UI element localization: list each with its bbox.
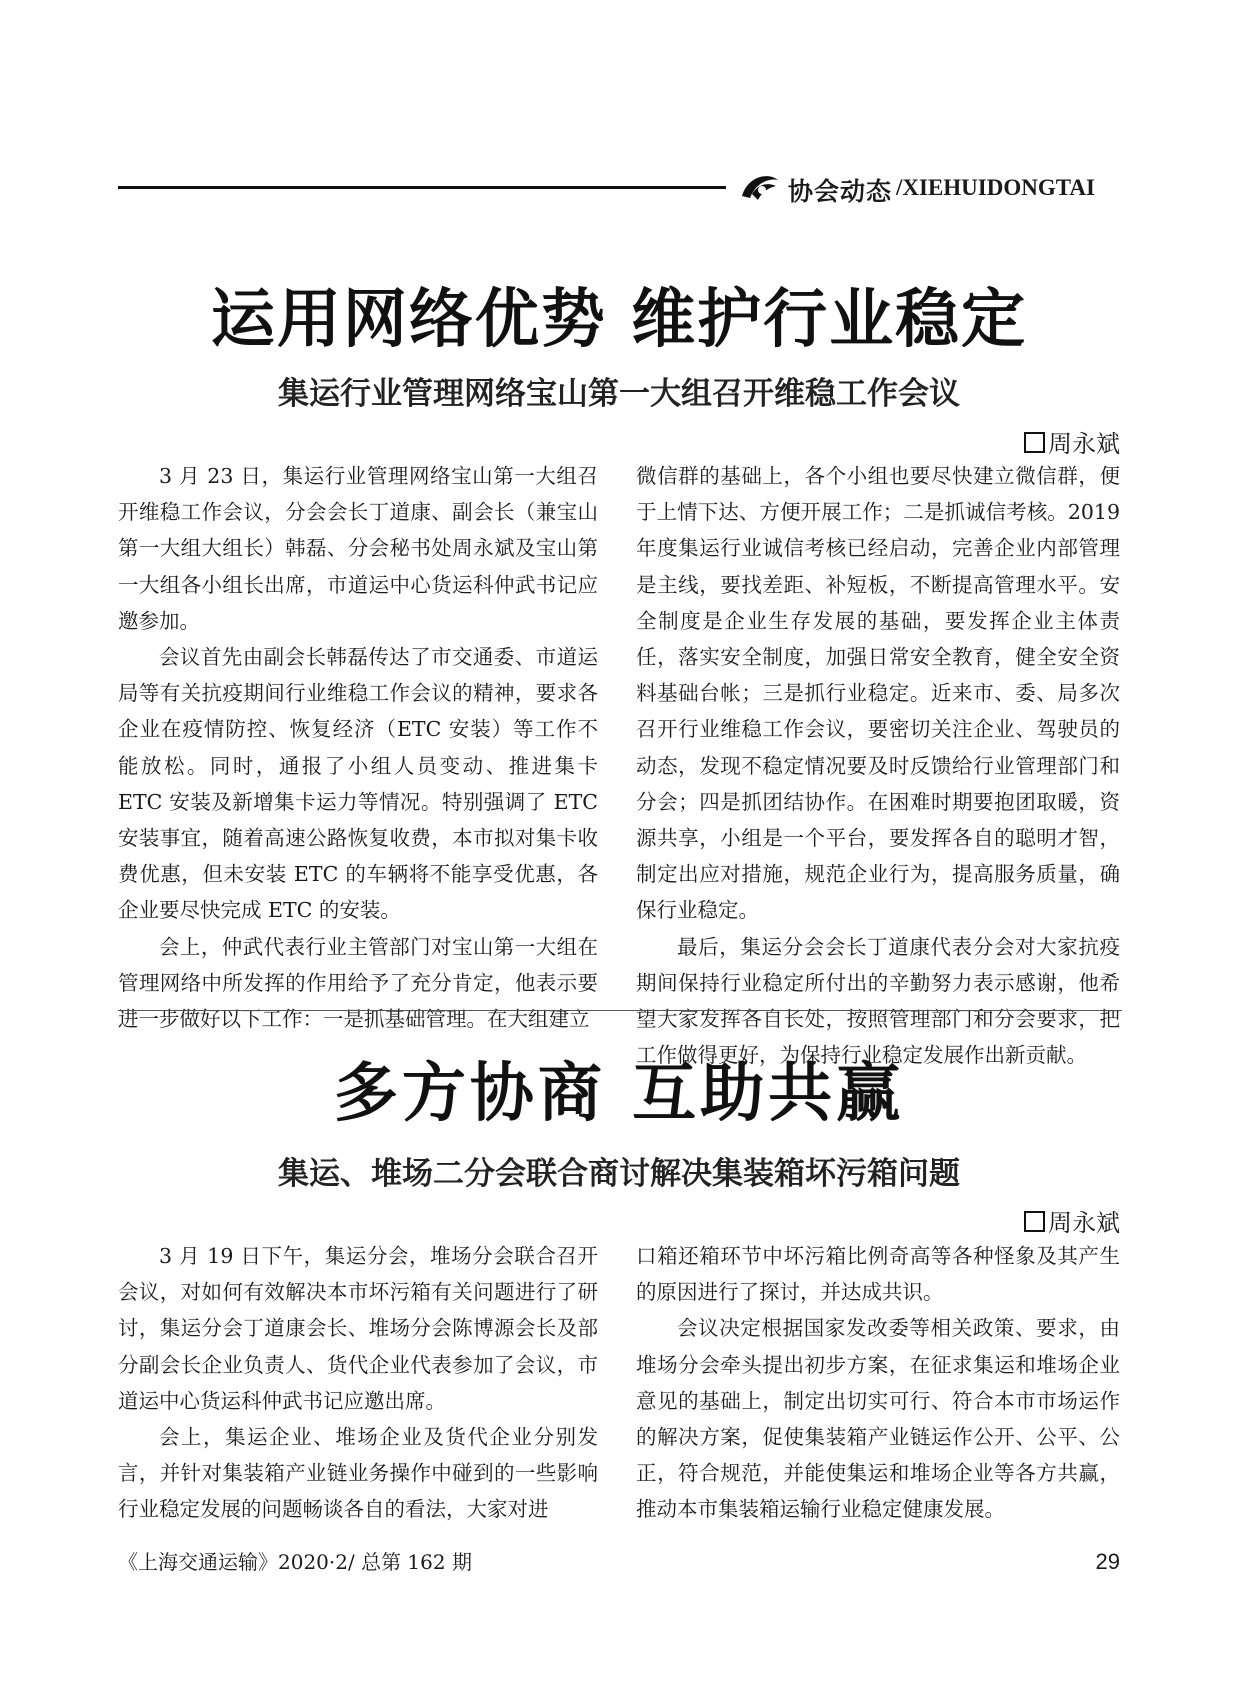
article-1-subtitle: 集运行业管理网络宝山第一大组召开维稳工作会议 [278, 376, 960, 412]
byline-box-icon [1024, 432, 1045, 453]
section-header [118, 170, 1120, 204]
paragraph: 最后，集运分会会长丁道康代表分会对大家抗疫期间保持行业稳定所付出的辛勤努力表示感谢，他希望大家发挥各自长处，按照管理部门和分会要求，把工作做得更好，为保持行业稳定发展作出新贡献。 [636, 934, 1120, 1068]
paragraph: 会议决定根据国家发改委等相关政策、要求，由堆场分会牵头提出初步方案，在征求集运和堆场企业意见的基础上，制定出切实可行、符合本市市场运作的解决方案，促使集装箱产业链运作公开、公平、公正，符合规范，并能使集运和堆场企业等各方共赢，推动本市集装箱运输行业稳定健康发展。 [636, 1316, 1120, 1522]
article-2-byline [1024, 1203, 1120, 1238]
article-2-column-2 [636, 1238, 1120, 1538]
article-divider [118, 1010, 1122, 1011]
article-1-author: 周永斌 [1048, 430, 1120, 458]
paragraph: 3 月 23 日，集运行业管理网络宝山第一大组召开维稳工作会议，分会会长丁道康、副会长（兼宝山第一大组大组长）韩磊、分会秘书处周永斌及宝山第一大组各小组长出席，市道运中心货运科仲武书记应邀参加。 [118, 464, 598, 633]
article-1-column-1 [118, 458, 598, 1032]
association-logo-icon [738, 172, 782, 202]
article-2-column-1 [118, 1238, 598, 1538]
paragraph: 3 月 19 日下午，集运分会，堆场分会联合召开会议，对如何有效解决本市坏污箱有关问题进行了研讨，集运分会丁道康会长、堆场分会陈博源会长及部分副会长企业负责人、货代企业代表参加了会议，市道运中心货运科仲武书记应邀出席。 [118, 1244, 598, 1413]
paragraph: 会上，仲武代表行业主管部门对宝山第一大组在管理网络中所发挥的作用给予了充分肯定，他表示要进一步做好以下工作：一是抓基础管理。在大组建立 [118, 934, 598, 1032]
byline-box-icon [1024, 1211, 1045, 1232]
article-2-title: 多方协商 互助共赢 [333, 1056, 905, 1131]
paragraph: 会议首先由副会长韩磊传达了市交通委、市道运局等有关抗疫期间行业维稳工作会议的精神，要求各企业在疫情防控、恢复经济（ETC 安装）等工作不能放松。同时，通报了小组人员变动、推进集卡 ETC 安装及新增集卡运力等情况。特别强调了 ETC 安装事宜，随着高速公路恢复收费，本市拟对集卡收费优惠，但未安装 ETC 的车辆将不能享受优惠，各企业要尽快完成 ETC 的安装。 [118, 645, 598, 923]
section-title: 协会动态 [788, 177, 893, 206]
page-number: 29 [1095, 1549, 1120, 1574]
section-title-pinyin: /XIEHUIDONGTAI [896, 175, 1095, 200]
article-1-title: 运用网络优势 维护行业稳定 [210, 282, 1028, 357]
article-1-column-2 [636, 458, 1120, 1068]
section-rule [118, 186, 726, 189]
article-2-author: 周永斌 [1048, 1209, 1120, 1237]
paragraph: 微信群的基础上，各个小组也要尽快建立微信群，便于上情下达、方便开展工作；二是抓诚信考核。2019 年度集运行业诚信考核已经启动，完善企业内部管理是主线，要找差距、补短板，不断提高管理水平。安全制度是企业生存发展的基础，要发挥企业主体责任，落实安全制度，加强日常安全教育，健全安全资料基础台帐；三是抓行业稳定。近来市、委、局多次召开行业维稳工作会议，要密切关注企业、驾驶员的动态，发现不稳定情况要及时反馈给行业管理部门和分会；四是抓团结协作。在困难时期要抱团取暖，资源共享，小组是一个平台，要发挥各自的聪明才智，制定出应对措施，规范企业行为，提高服务质量，确保行业稳定。 [636, 464, 1120, 923]
article-1-byline [1024, 424, 1120, 459]
paragraph: 会上，集运企业、堆场企业及货代企业分别发言，并针对集装箱产业链业务操作中碰到的一些影响行业稳定发展的问题畅谈各自的看法，大家对进 [118, 1425, 598, 1522]
journal-citation: 《上海交通运输》2020·2/ 总第 162 期 [118, 1550, 472, 1574]
paragraph: 口箱还箱环节中坏污箱比例奇高等各种怪象及其产生的原因进行了探讨，并达成共识。 [636, 1244, 1120, 1305]
article-2-subtitle: 集运、堆场二分会联合商讨解决集装箱坏污箱问题 [278, 1156, 960, 1192]
